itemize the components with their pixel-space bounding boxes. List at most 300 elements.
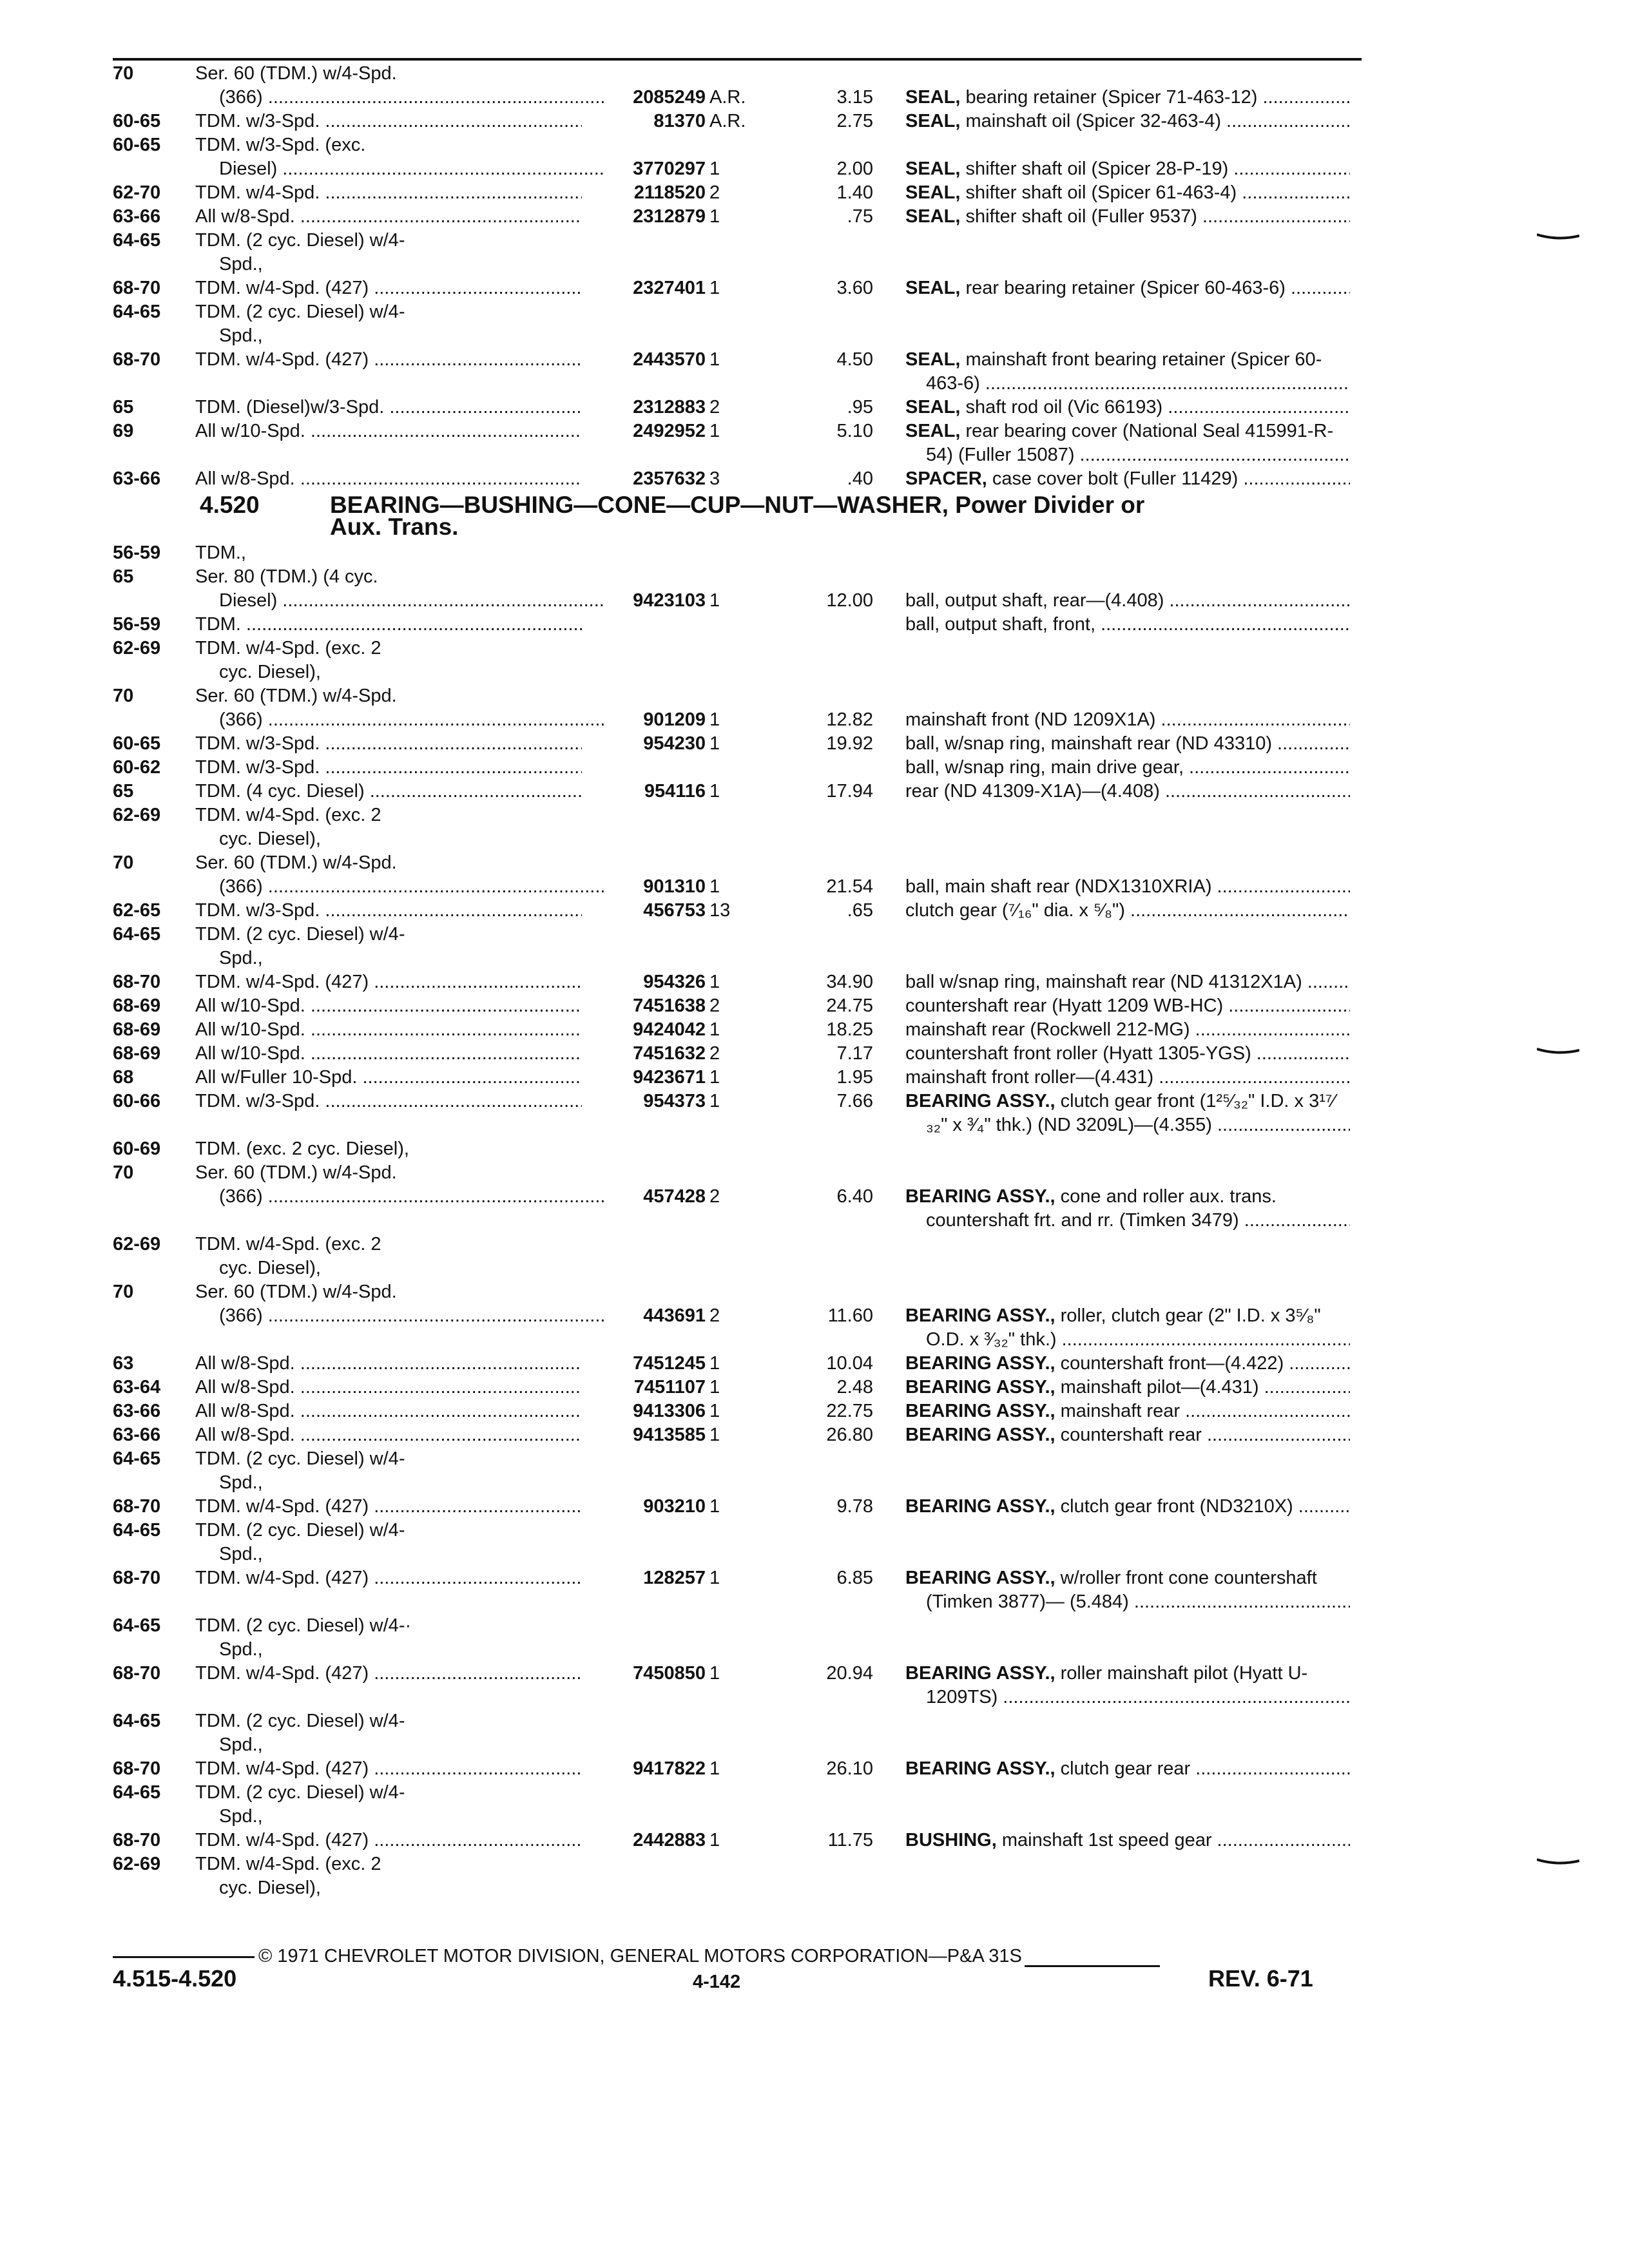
parts-row: [113, 1829, 1363, 1852]
application: Spd.,: [219, 1806, 263, 1827]
application: TDM. w/4-Spd. (427) .....: [195, 1495, 582, 1519]
price: 1.95: [836, 1067, 873, 1088]
parts-row: [113, 1519, 1363, 1542]
revision-label: REV. 6-71: [1208, 1965, 1313, 1992]
model-years: 68-70: [113, 1568, 161, 1588]
parts-row: [113, 1805, 1363, 1829]
quantity: 1: [709, 278, 720, 298]
application: TDM. (2 cyc. Diesel) w/4-: [195, 302, 405, 322]
model-years: 63-66: [113, 1425, 161, 1445]
description-text: clutch gear (⁷⁄₁₆" dia. x ⁵⁄₈"): [905, 900, 1125, 921]
price: 26.80: [826, 1425, 873, 1445]
application: Ser. 60 (TDM.) w/4-Spd.: [195, 852, 397, 873]
price: 7.66: [836, 1091, 873, 1111]
part-name: SEAL,: [905, 87, 961, 108]
model-years: 63-66: [113, 1401, 161, 1421]
model-years: 62-69: [113, 1234, 161, 1254]
description-text: countershaft rear (Hyatt 1209 WB-HC): [905, 995, 1224, 1016]
price: 5.10: [836, 421, 873, 441]
description-text: w/roller front cone countershaft: [1055, 1568, 1317, 1588]
application: TDM. (2 cyc. Diesel) w/4-: [195, 1711, 405, 1731]
part-description: [905, 1399, 1350, 1423]
part-description: [905, 1185, 1350, 1209]
parts-row: [113, 947, 1363, 970]
part-description: [926, 372, 1350, 396]
part-name: BEARING ASSY.,: [905, 1401, 1055, 1421]
application: Diesel) .....: [219, 589, 606, 613]
model-years: 68-70: [113, 1758, 161, 1779]
application: All w/8-Spd. .....: [195, 1423, 582, 1447]
quantity: 1: [709, 1377, 720, 1398]
price: 20.94: [826, 1663, 873, 1684]
application: TDM. w/4-Spd. (exc. 2: [195, 638, 381, 658]
parts-row: [113, 1399, 1363, 1423]
description-text: clutch gear rear: [1055, 1758, 1191, 1779]
application: Spd.,: [219, 1544, 263, 1564]
part-description: [905, 1566, 1350, 1590]
parts-row: [113, 205, 1363, 229]
part-name: BEARING ASSY.,: [905, 1496, 1055, 1517]
part-description: [905, 708, 1350, 732]
application: TDM. .....: [195, 613, 582, 637]
application: Ser. 60 (TDM.) w/4-Spd.: [195, 1162, 397, 1183]
binding-hole-mark: [1537, 1048, 1579, 1054]
price: 2.48: [836, 1377, 873, 1398]
model-years: 63: [113, 1353, 134, 1374]
quantity: 1: [709, 1067, 720, 1088]
part-description: [926, 1209, 1350, 1233]
price: .65: [847, 900, 873, 921]
price: 2.75: [836, 111, 873, 131]
quantity: 1: [709, 972, 720, 992]
application: TDM. w/3-Spd. .....: [195, 756, 582, 780]
price: 4.50: [836, 349, 873, 370]
model-years: 60-65: [113, 111, 161, 131]
application: Spd.,: [219, 254, 263, 274]
parts-row: [113, 875, 1363, 899]
model-years: 62-70: [113, 182, 161, 203]
parts-row: [113, 851, 1363, 875]
parts-row: [113, 1161, 1363, 1185]
model-years: 68-70: [113, 972, 161, 992]
parts-row: [113, 1185, 1363, 1209]
part-description: [905, 1757, 1350, 1781]
price: 24.75: [826, 995, 873, 1016]
application: Diesel) .....: [219, 157, 606, 181]
part-description: [905, 348, 1350, 372]
part-number: 7451107: [633, 1377, 706, 1398]
description-text: roller mainshaft pilot (Hyatt U-: [1055, 1663, 1308, 1684]
part-description: [926, 1113, 1350, 1137]
quantity: 1: [709, 1425, 720, 1445]
application: (366) .....: [219, 1185, 606, 1209]
application: TDM. w/4-Spd. (427) .....: [195, 1757, 582, 1781]
part-number: 2118520: [633, 182, 706, 203]
model-years: 64-65: [113, 1782, 161, 1803]
parts-row: [113, 348, 1363, 372]
description-text: roller, clutch gear (2" I.D. x 3⁵⁄₈": [1055, 1305, 1321, 1326]
quantity: 1: [709, 1496, 720, 1517]
description-text: countershaft front—(4.422): [1055, 1353, 1284, 1374]
application: Spd.,: [219, 1735, 263, 1755]
part-number: 7450850: [633, 1663, 706, 1684]
application: TDM. (Diesel)w/3-Spd. .....: [195, 396, 582, 419]
quantity: 3: [709, 468, 720, 489]
parts-row: [113, 1376, 1363, 1399]
description-text: ball, w/snap ring, main drive gear,: [905, 757, 1184, 778]
application: TDM. (2 cyc. Diesel) w/4-: [195, 1520, 405, 1541]
description-text: mainshaft 1st speed gear: [996, 1830, 1212, 1850]
description-text: ball, output shaft, front,: [905, 614, 1096, 635]
application: TDM. (exc. 2 cyc. Diesel),: [195, 1139, 409, 1159]
description-text: mainshaft pilot—(4.431): [1055, 1377, 1259, 1398]
parts-row: [113, 157, 1363, 181]
model-years: 56-59: [113, 614, 161, 635]
part-description: [905, 756, 1350, 780]
application: All w/10-Spd. .....: [195, 1042, 582, 1066]
parts-row: [113, 1209, 1363, 1233]
model-years: 68-70: [113, 1663, 161, 1684]
model-years: 64-65: [113, 1520, 161, 1541]
application: TDM. w/4-Spd. .....: [195, 181, 582, 205]
part-number: 3770297: [633, 159, 706, 179]
part-description: [905, 1495, 1350, 1519]
application: Ser. 80 (TDM.) (4 cyc.: [195, 566, 378, 587]
parts-row: [113, 1781, 1363, 1805]
part-number: 2442883: [633, 1830, 706, 1850]
price: 1.40: [836, 182, 873, 203]
part-number: 456753: [643, 900, 706, 921]
parts-row: [113, 372, 1363, 396]
model-years: 64-65: [113, 1615, 161, 1636]
parts-row: [113, 1256, 1363, 1280]
price: 2.00: [836, 159, 873, 179]
part-description: [905, 1090, 1350, 1113]
part-description: [926, 443, 1350, 467]
description-text: mainshaft front (ND 1209X1A): [905, 709, 1156, 730]
parts-row: [113, 708, 1363, 732]
parts-row: [113, 1757, 1363, 1781]
parts-row: [113, 780, 1363, 803]
model-years: 65: [113, 781, 134, 802]
part-number: 443691: [643, 1305, 706, 1326]
application: Spd.,: [219, 948, 263, 968]
application: Ser. 60 (TDM.) w/4-Spd.: [195, 686, 397, 706]
part-number: 9423671: [633, 1067, 706, 1088]
description-text: mainshaft front roller—(4.431): [905, 1067, 1154, 1088]
application: TDM. w/4-Spd. (exc. 2: [195, 805, 381, 825]
price: .40: [847, 468, 873, 489]
parts-row: [113, 1423, 1363, 1447]
part-description: [905, 181, 1350, 205]
part-number: 2443570: [633, 349, 706, 370]
parts-row: [113, 1066, 1363, 1090]
description-text: ball w/snap ring, mainshaft rear (ND 41312X1A): [905, 972, 1302, 992]
parts-catalog-page: [113, 62, 1363, 1900]
model-years: 60-66: [113, 1091, 161, 1111]
price: 18.25: [826, 1019, 873, 1040]
parts-row: [113, 110, 1363, 133]
parts-row: [113, 1733, 1363, 1757]
model-years: 60-62: [113, 757, 161, 778]
part-number: 903210: [643, 1496, 706, 1517]
part-description: [905, 1042, 1350, 1066]
application: cyc. Diesel),: [219, 829, 321, 849]
part-name: SEAL,: [905, 111, 961, 131]
application: All w/10-Spd. .....: [195, 419, 582, 443]
part-description: [905, 1352, 1350, 1376]
application: All w/10-Spd. .....: [195, 1018, 582, 1042]
application: TDM. w/3-Spd. .....: [195, 899, 582, 923]
application: TDM.,: [195, 543, 246, 563]
part-name: SEAL,: [905, 182, 961, 203]
parts-row: [113, 300, 1363, 324]
part-number: 9423103: [633, 590, 706, 611]
price: 11.60: [827, 1305, 873, 1326]
description-text: countershaft front roller (Hyatt 1305-YGS): [905, 1043, 1251, 1064]
quantity: 2: [709, 995, 720, 1016]
parts-row: [113, 1614, 1363, 1638]
model-years: 64-65: [113, 1711, 161, 1731]
part-name: SEAL,: [905, 159, 961, 179]
part-number: 954326: [643, 972, 706, 992]
quantity: 1: [709, 1758, 720, 1779]
application: All w/8-Spd. .....: [195, 1376, 582, 1399]
footer-rule-right: [1025, 1965, 1160, 1967]
page-number: 4-142: [693, 1972, 741, 1992]
application: TDM. w/3-Spd. .....: [195, 1090, 582, 1113]
section-title-cont: Aux. Trans.: [330, 514, 459, 540]
part-number: 7451245: [633, 1353, 706, 1374]
model-years: 60-69: [113, 1139, 161, 1159]
application: TDM. w/4-Spd. (427) .....: [195, 276, 582, 300]
model-years: 65: [113, 397, 134, 418]
model-years: 70: [113, 63, 134, 84]
description-text: ₃₂" x ³⁄₄" thk.) (ND 3209L)—(4.355): [926, 1115, 1212, 1135]
part-description: [905, 1304, 1350, 1328]
application: TDM. w/4-Spd. (427) .....: [195, 1662, 582, 1686]
part-name: BEARING ASSY.,: [905, 1568, 1055, 1588]
part-description: [905, 157, 1350, 181]
model-years: 64-65: [113, 302, 161, 322]
parts-row: [113, 1686, 1363, 1709]
parts-row: [113, 970, 1363, 994]
application: All w/Fuller 10-Spd. .....: [195, 1066, 582, 1090]
part-name: BEARING ASSY.,: [905, 1663, 1055, 1684]
parts-row: [113, 1328, 1363, 1352]
section-reference: 4.515-4.520: [113, 1965, 237, 1992]
parts-row: [113, 1566, 1363, 1590]
description-text: mainshaft rear: [1055, 1401, 1181, 1421]
application: TDM. w/4-Spd. (427) .....: [195, 348, 582, 372]
part-description: [905, 899, 1350, 923]
quantity: 1: [709, 349, 720, 370]
part-description: [905, 276, 1350, 300]
price: 6.85: [836, 1568, 873, 1588]
application: TDM. w/4-Spd. (427) .....: [195, 970, 582, 994]
price: 10.04: [826, 1353, 873, 1374]
parts-row: [113, 923, 1363, 947]
application: All w/8-Spd. .....: [195, 205, 582, 229]
quantity: 1: [709, 1091, 720, 1111]
part-name: SEAL,: [905, 206, 961, 227]
part-description: [905, 205, 1350, 229]
copyright-text: © 1971 CHEVROLET MOTOR DIVISION, GENERAL MOTORS CORPORATION—P&A 31S: [258, 1946, 1022, 1966]
model-years: 68-69: [113, 1019, 161, 1040]
quantity: 1: [709, 1353, 720, 1374]
description-text: ball, w/snap ring, mainshaft rear (ND 43310): [905, 733, 1272, 754]
price: 21.54: [826, 876, 873, 897]
part-number: 7451638: [633, 995, 706, 1016]
part-description: [905, 1423, 1350, 1447]
model-years: 63-66: [113, 468, 161, 489]
seal-list: [113, 62, 1363, 491]
part-description: [905, 1376, 1350, 1399]
parts-row: [113, 684, 1363, 708]
model-years: 62-69: [113, 805, 161, 825]
quantity: 13: [709, 900, 731, 921]
parts-row: [113, 1638, 1363, 1662]
footer-rule-left: [113, 1956, 255, 1958]
part-number: 2357632: [633, 468, 706, 489]
description-text: clutch gear front (ND3210X): [1055, 1496, 1293, 1517]
parts-row: [113, 133, 1363, 157]
model-years: 64-65: [113, 1448, 161, 1469]
model-years: 68-70: [113, 1496, 161, 1517]
part-name: SPACER,: [905, 468, 987, 489]
parts-row: [113, 827, 1363, 851]
section-number: 4.520: [200, 492, 260, 518]
part-name: BEARING ASSY.,: [905, 1091, 1055, 1111]
parts-row: [113, 419, 1363, 443]
application: (366) .....: [219, 708, 606, 732]
part-number: 954373: [643, 1091, 706, 1111]
section-heading-cont: [113, 513, 1363, 541]
description-text: 1209TS): [926, 1687, 998, 1707]
application: All w/8-Spd. .....: [195, 467, 582, 491]
application: TDM. (2 cyc. Diesel) w/4-: [195, 1448, 405, 1469]
model-years: 62-69: [113, 1854, 161, 1874]
parts-row: [113, 324, 1363, 348]
parts-row: [113, 1352, 1363, 1376]
model-years: 62-65: [113, 900, 161, 921]
application: TDM. (4 cyc. Diesel) .....: [195, 780, 582, 803]
description-text: 463-6): [926, 373, 980, 394]
parts-row: [113, 803, 1363, 827]
application: Spd.,: [219, 1472, 263, 1493]
quantity: 2: [709, 1043, 720, 1064]
description-text: shifter shaft oil (Fuller 9537): [960, 206, 1197, 227]
quantity: 1: [709, 876, 720, 897]
description-text: countershaft frt. and rr. (Timken 3479): [926, 1210, 1239, 1231]
parts-row: [113, 253, 1363, 276]
part-number: 2312883: [633, 397, 706, 418]
part-description: [905, 613, 1350, 637]
model-years: 70: [113, 686, 134, 706]
parts-row: [113, 660, 1363, 684]
part-description: [905, 419, 1350, 443]
price: 26.10: [826, 1758, 873, 1779]
price: 3.15: [836, 87, 873, 108]
part-number: 9413585: [633, 1425, 706, 1445]
quantity: 1: [709, 421, 720, 441]
part-name: SEAL,: [905, 397, 961, 418]
description-text: shifter shaft oil (Spicer 28-P-19): [960, 159, 1229, 179]
part-name: SEAL,: [905, 421, 961, 441]
parts-row: [113, 1447, 1363, 1471]
description-text: mainshaft rear (Rockwell 212-MG): [905, 1019, 1190, 1040]
parts-row: [113, 1137, 1363, 1161]
parts-row: [113, 443, 1363, 467]
application: (366) .....: [219, 86, 606, 110]
application: All w/10-Spd. .....: [195, 994, 582, 1018]
parts-row: [113, 1304, 1363, 1328]
parts-row: [113, 1709, 1363, 1733]
application: TDM. w/3-Spd. (exc.: [195, 135, 366, 155]
model-years: 70: [113, 1162, 134, 1183]
model-years: 60-65: [113, 733, 161, 754]
application: Ser. 60 (TDM.) w/4-Spd.: [195, 63, 397, 84]
part-number: 7451632: [633, 1043, 706, 1064]
section-title: BEARING—BUSHING—CONE—CUP—NUT—WASHER, Power Divider or: [330, 492, 1145, 518]
parts-row: [113, 1042, 1363, 1066]
part-description: [905, 1018, 1350, 1042]
parts-row: [113, 1018, 1363, 1042]
parts-row: [113, 62, 1363, 86]
model-years: 68-69: [113, 1043, 161, 1064]
application: (366) .....: [219, 875, 606, 899]
description-text: rear bearing retainer (Spicer 60-463-6): [960, 278, 1286, 298]
quantity: 1: [709, 159, 720, 179]
part-number: 2085249: [633, 87, 706, 108]
price: 3.60: [836, 278, 873, 298]
application: TDM. w/4-Spd. (exc. 2: [195, 1234, 381, 1254]
part-name: BEARING ASSY.,: [905, 1305, 1055, 1326]
part-name: BEARING ASSY.,: [905, 1353, 1055, 1374]
part-description: [905, 1829, 1350, 1852]
application: TDM. w/4-Spd. (exc. 2: [195, 1854, 381, 1874]
price: 11.75: [827, 1830, 873, 1850]
description-text: bearing retainer (Spicer 71-463-12): [960, 87, 1258, 108]
quantity: 1: [709, 1830, 720, 1850]
part-description: [905, 86, 1350, 110]
model-years: 68-70: [113, 278, 161, 298]
part-description: [905, 467, 1350, 491]
part-description: [905, 396, 1350, 419]
quantity: 1: [709, 1663, 720, 1684]
price: 6.40: [836, 1186, 873, 1207]
part-name: BEARING ASSY.,: [905, 1377, 1055, 1398]
copyright-line: [113, 1946, 1160, 1967]
application: cyc. Diesel),: [219, 662, 321, 682]
part-number: 128257: [643, 1568, 706, 1588]
parts-row: [113, 613, 1363, 637]
application: TDM. w/3-Spd. .....: [195, 732, 582, 756]
model-years: 60-65: [113, 135, 161, 155]
part-description: [905, 1066, 1350, 1090]
price: 34.90: [826, 972, 873, 992]
model-years: 68-69: [113, 995, 161, 1016]
parts-row: [113, 276, 1363, 300]
part-name: BEARING ASSY.,: [905, 1186, 1055, 1207]
application: TDM. (2 cyc. Diesel) w/4-: [195, 924, 405, 945]
model-years: 64-65: [113, 230, 161, 251]
part-number: 901209: [643, 709, 706, 730]
description-text: rear (ND 41309-X1A)—(4.408): [905, 781, 1160, 802]
parts-row: [113, 1590, 1363, 1614]
description-text: (Timken 3877)— (5.484): [926, 1591, 1129, 1612]
part-name: BUSHING,: [905, 1830, 997, 1850]
